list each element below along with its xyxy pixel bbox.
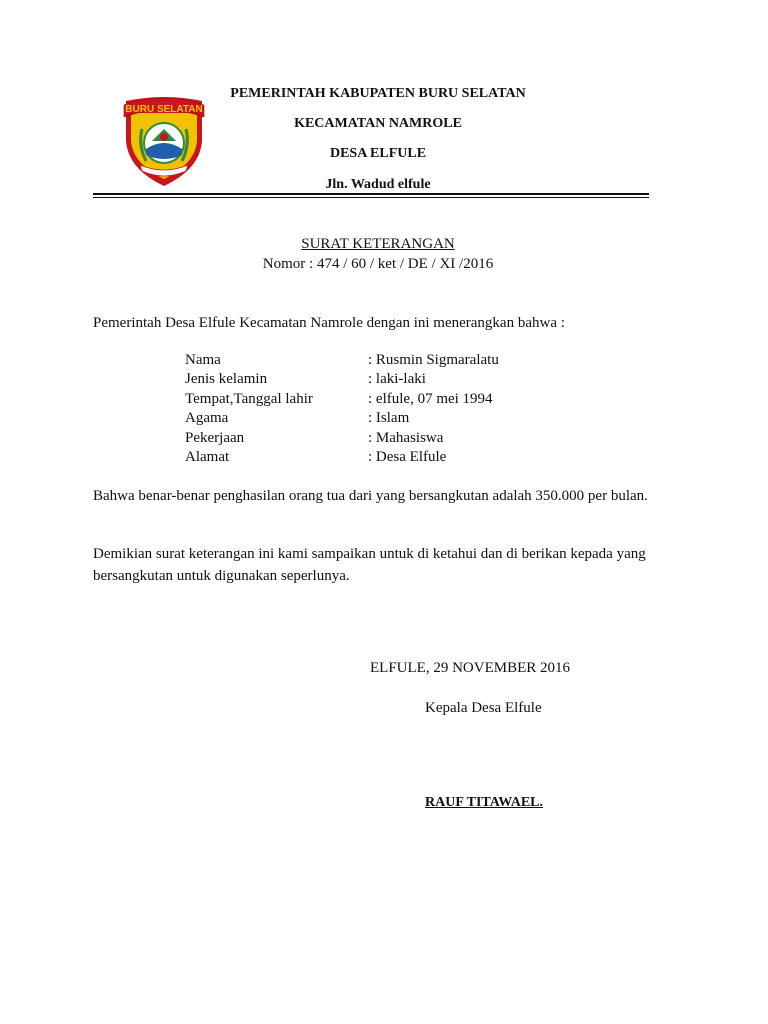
regency-crest-logo (122, 93, 206, 188)
district-name: KECAMATAN NAMROLE (294, 116, 462, 131)
field-value-address: : Desa Elfule (368, 449, 447, 465)
field-value-religion: : Islam (368, 410, 410, 426)
village-name: DESA ELFULE (329, 146, 427, 161)
letter-title: SURAT KETERANGAN (301, 236, 455, 252)
income-statement: Bahwa benar-benar penghasilan orang tua dari yang bersangkutan adalah 350.000 per bulan. (93, 488, 648, 504)
field-label-religion: Agama (185, 410, 229, 426)
place-and-date: ELFULE, 29 NOVEMBER 2016 (370, 660, 570, 676)
field-label-address: Alamat (185, 449, 230, 465)
signer-title: Kepala Desa Elfule (425, 700, 542, 716)
field-label-name: Nama (185, 352, 221, 368)
field-value-name: : Rusmin Sigmaralatu (368, 352, 499, 368)
field-value-gender: : laki-laki (368, 371, 426, 387)
letter-number: Nomor : 474 / 60 / ket / DE / XI /2016 (262, 256, 494, 272)
government-name: PEMERINTAH KABUPATEN BURU SELATAN (230, 86, 526, 101)
field-label-birth: Tempat,Tanggal lahir (185, 391, 313, 407)
logo-text: BURU SELATAN (125, 104, 203, 115)
field-label-occupation: Pekerjaan (185, 430, 245, 446)
field-label-gender: Jenis kelamin (185, 371, 268, 387)
letterhead-divider-thin (93, 197, 649, 198)
field-value-birth: : elfule, 07 mei 1994 (368, 391, 493, 407)
intro-statement: Pemerintah Desa Elfule Kecamatan Namrole dengan ini menerangkan bahwa : (93, 315, 565, 331)
letterhead-divider-thick (93, 193, 649, 195)
address-line: Jln. Wadud elfule (325, 177, 431, 192)
signer-name: RAUF TITAWAEL. (425, 795, 543, 810)
field-value-occupation: : Mahasiswa (368, 430, 444, 446)
closing-statement: Demikian surat keterangan ini kami sampaikan untuk di ketahui dan di berikan kepada yang bersangkutan untuk digunakan seperlunya. (93, 546, 646, 584)
